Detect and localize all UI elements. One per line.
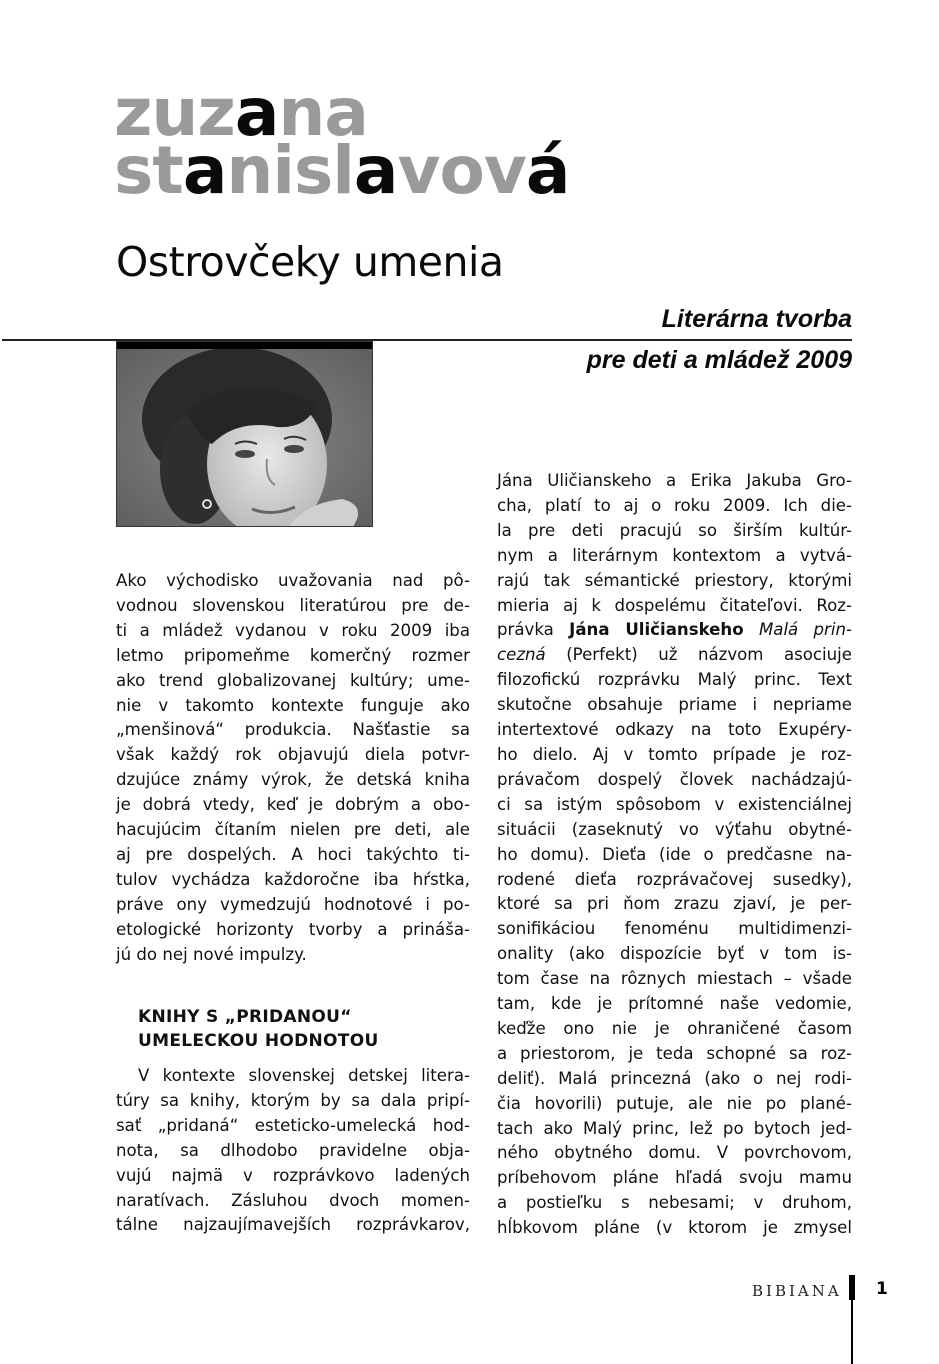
text-line: sať „pridaná“ esteticko-umelecká hod- [116,1115,470,1135]
text-line: cezná (Perfekt) už názvom asociuje [497,645,852,665]
author-photo [116,341,373,527]
text-line: príbehovom pláne hľadá svoju mamu [497,1168,852,1188]
text-line: hacujúcim čítaním nielen pre deti, ale [116,820,470,840]
text-line: intertextové odkazy na toto Exupéry- [497,720,852,740]
text-line: tach ako Malý princ, lež po bytoch jed- [497,1118,852,1138]
author-name-bold: Jána Uličianskeho [569,620,744,640]
text-line: právačom dospelý človek nachádzajú- [497,769,852,789]
article-title: Ostrovčeky umenia [116,238,504,286]
magazine-brand: BIBIANA [752,1282,842,1300]
text-line: deliť). Malá princezná (ako o nej rodi- [497,1068,852,1088]
author-name [114,74,570,209]
text-line: la pre deti pracujú so širším kultúr- [497,520,852,540]
book-title-italic: Malá prin- [743,620,852,640]
text-line: nie v takomto kontexte funguje ako [116,695,470,715]
section-heading-line2: UMELECKOU HODNOTOU [138,1031,379,1051]
text-line: právka Jána Uličianskeho Malá prin- [497,620,852,640]
text-line: hĺbkovom pláne (v ktorom je zmysel [497,1218,852,1238]
text-line: cha, platí to aj o roku 2009. Ich die- [497,495,852,515]
footer-marker-bar [849,1275,855,1300]
name-segment: nisl [226,132,354,209]
text-line: Ako východisko uvažovania nad pô- [116,571,470,590]
text-line: onality (ako dispozície byť v tom is- [497,944,852,964]
left-column-section-body [116,1064,470,1238]
text-line: je dobrá vtedy, keď je dobrým a obo- [116,795,470,815]
text-line: ako trend globalizovanej kultúry; ume- [116,670,470,690]
text-line: ti a mládež vydanou v roku 2009 iba [116,620,470,640]
name-segment: st [114,132,183,209]
text-line: jú do nej nové impulzy. [116,944,307,964]
name-segment: zuz [114,74,235,151]
text-line: V kontexte slovenskej detskej litera- [138,1066,470,1085]
text-line: keďže ono nie je ohraničené časom [497,1018,852,1038]
text-line: ho dielo. Aj v tomto prípade je roz- [497,744,852,764]
text-line: túry sa knihy, ktorým by sa dala pripí- [116,1090,470,1110]
text-line: etologické horizonty tvorby a prináša- [116,919,470,939]
right-paragraph [497,469,852,1241]
name-segment: na [278,74,368,151]
text-line: tulov vychádza každoročne iba hŕstka, [116,869,470,889]
name-segment: á [525,132,570,209]
name-segment: a [353,132,398,209]
name-segment: a [182,132,227,209]
text-line: tom čase na rôznych miestach – všade [497,969,852,989]
text-line: rodené dieťa rozprávačovej susedky), [497,869,852,889]
text-line: sonifikáciou fenoménu multidimenzi- [497,919,852,939]
name-segment: a [234,74,279,151]
footer-vertical-line [851,1300,853,1364]
text-line: situácii (zaseknutý vo výťahu obytné- [497,819,852,839]
text-line: tálne najzaujímavejších rozprávkarov, [116,1215,470,1235]
photo-top-band [117,342,372,349]
text-line: ného obytného domu. V povrchovom, [497,1143,852,1163]
text-line: naratívach. Zásluhou dvoch momen- [116,1190,470,1210]
text-line: mieria aj k dospelému čitateľovi. Roz- [497,595,852,615]
left-column-intro [116,569,470,968]
text-line: čia hovorili) putuje, ale nie po plané- [497,1093,852,1113]
rubric-subtitle-line2: pre deti a mládež 2009 [586,346,852,374]
section-paragraph [116,1064,470,1238]
author-last-name [114,132,570,209]
portrait-image-icon [117,349,373,527]
section-heading-line1: KNIHY S „PRIDANOU“ [138,1007,352,1027]
section-heading [138,1005,379,1053]
text-line: letmo pripomeňme komerčný rozmer [116,645,470,665]
text-line: Jána Uličianskeho a Erika Jakuba Gro- [497,471,852,490]
text-line: nota, sa dlhodobo pravidelne obja- [116,1140,470,1160]
text-line: však každý rok objavujú diela potvr- [116,745,470,765]
rubric-subtitle-line1: Literárna tvorba [661,305,852,333]
text-line: nym a literárnym kontextom a vytvá- [497,545,852,565]
text-line: ktoré sa pri ňom zrazu zjaví, je per- [497,894,852,914]
page-number: 1 [876,1279,888,1299]
book-title-italic-cont: cezná [497,645,546,665]
text-line: a postieľku s nebesami; v druhom, [497,1193,852,1213]
text-line: filozofickú rozprávku Malý princ. Text [497,670,852,690]
text-line: a priestorom, je teda schopné sa roz- [497,1043,852,1063]
text-line: vodnou slovenskou literatúrou pre de- [116,595,470,615]
text-line: „menšinová“ produkcia. Našťastie sa [116,720,470,740]
right-column [497,469,852,1241]
text-line: skutočne obsahuje priame i nepriame [497,695,852,715]
text-line: vujú najmä v rozprávkovo ladených [116,1165,470,1185]
text-line: ci sa istým spôsobom v existenciálnej [497,794,852,814]
text-line: práve ony vymedzujú hodnotové i po- [116,894,470,914]
text-line: tam, kde je prítomné naše vedomie, [497,994,852,1014]
intro-paragraph [116,569,470,968]
name-segment: vov [397,132,526,209]
text-line: aj pre dospelých. A hoci takýchto ti- [116,844,470,864]
text-line: rajú tak sémantické priestory, ktorými [497,570,852,590]
text-line: ho domu). Dieťa (ide o predčasne na- [497,844,852,864]
text-line: dzujúce známy výrok, že detská kniha [116,770,470,790]
